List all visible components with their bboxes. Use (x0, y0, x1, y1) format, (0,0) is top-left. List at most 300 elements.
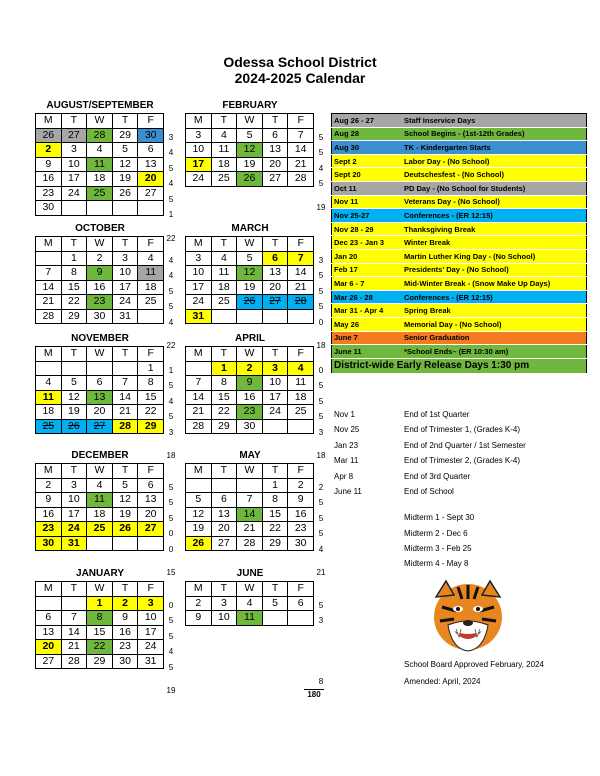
weekday-header: T (211, 237, 237, 252)
legend-row (332, 127, 587, 141)
day-cell: 6 (288, 596, 314, 611)
day-cell (262, 309, 288, 324)
legend-description: Conferences - (ER 12:15) (402, 290, 587, 304)
month-school-day-total: 18 (166, 451, 176, 460)
day-cell: 15 (262, 507, 288, 522)
day-cell: 11 (36, 390, 62, 405)
day-cell (237, 478, 263, 493)
weekday-header: F (288, 464, 314, 479)
day-cell: 26 (237, 295, 263, 310)
day-cell: 19 (237, 280, 263, 295)
day-cell: 18 (87, 507, 113, 522)
month-title-february: FEBRUARY (222, 100, 278, 111)
weekday-header: T (211, 114, 237, 129)
week-school-day-count: 4 (168, 647, 174, 656)
weekday-header: F (138, 237, 164, 252)
day-cell: 30 (36, 201, 62, 216)
day-cell: 21 (36, 295, 62, 310)
week-school-day-count: 5 (318, 381, 324, 390)
day-cell: 21 (61, 640, 87, 655)
weekday-header: W (87, 237, 113, 252)
term-note-description: End of Trimester 1, (Grades K-4) (404, 425, 521, 434)
day-cell: 23 (36, 186, 62, 201)
legend-row (332, 277, 587, 291)
day-cell: 5 (237, 251, 263, 266)
day-cell: 3 (138, 596, 164, 611)
week-school-day-count: 5 (318, 179, 324, 188)
day-cell: 10 (112, 266, 138, 281)
day-cell: 27 (211, 536, 237, 551)
day-cell: 10 (211, 611, 237, 626)
legend-description: Staff Inservice Days (402, 114, 587, 128)
week-school-day-count: 0 (168, 529, 174, 538)
day-cell: 18 (211, 157, 237, 172)
day-cell: 21 (288, 280, 314, 295)
weekday-header: W (237, 237, 263, 252)
day-cell (138, 201, 164, 216)
day-cell: 16 (36, 507, 62, 522)
day-cell: 18 (87, 172, 113, 187)
day-cell (61, 596, 87, 611)
day-cell: 28 (186, 419, 212, 434)
week-school-day-count: 5 (168, 482, 174, 492)
week-school-day-count: 5 (318, 271, 324, 280)
day-cell: 29 (211, 419, 237, 434)
month-school-day-total: 19 (316, 202, 326, 212)
day-cell: 16 (36, 172, 62, 187)
day-cell: 15 (211, 390, 237, 405)
day-cell: 4 (211, 251, 237, 266)
legend-description: Mid-Winter Break - (Snow Make Up Days) (402, 277, 587, 291)
day-cell: 31 (186, 309, 212, 324)
term-note-description: End of 2nd Quarter / 1st Semester (404, 441, 526, 450)
day-cell: 31 (138, 654, 164, 669)
month-grid-october (35, 236, 164, 324)
weekday-header: M (36, 237, 62, 252)
day-cell (36, 251, 62, 266)
day-cell (288, 419, 314, 434)
month-grid-december (35, 463, 164, 551)
weekday-header: F (138, 347, 164, 362)
legend-date: May 26 (332, 317, 403, 331)
legend-row (332, 249, 587, 263)
week-row (186, 611, 314, 626)
day-cell: 21 (186, 405, 212, 420)
week-school-day-count: 5 (168, 163, 174, 173)
month-title-june: JUNE (236, 568, 264, 579)
grand-total: 180 (304, 689, 324, 700)
week-school-day-count: 5 (168, 194, 174, 204)
day-cell: 20 (36, 640, 62, 655)
day-cell: 11 (87, 493, 113, 508)
day-cell: 14 (112, 390, 138, 405)
week-school-day-count: 5 (318, 513, 324, 523)
day-cell: 30 (138, 128, 164, 143)
weekday-header: T (112, 464, 138, 479)
legend-date: Aug 28 (332, 127, 403, 141)
weekday-header: T (61, 114, 87, 129)
calendar-year-title: 2024-2025 Calendar (234, 70, 366, 86)
day-cell: 6 (87, 376, 113, 391)
legend-row (332, 141, 587, 155)
day-cell: 24 (186, 172, 212, 187)
day-cell (87, 361, 113, 376)
term-note-date: Apr 8 (334, 472, 354, 481)
day-cell: 9 (36, 157, 62, 172)
week-row (186, 419, 314, 434)
day-cell: 13 (211, 507, 237, 522)
day-cell: 5 (237, 128, 263, 143)
day-cell: 13 (262, 266, 288, 281)
weekday-header: T (211, 347, 237, 362)
day-cell: 11 (211, 266, 237, 281)
week-school-day-count: 5 (318, 529, 324, 538)
week-row (36, 654, 164, 669)
weekday-header: T (262, 237, 288, 252)
day-cell: 1 (87, 596, 113, 611)
day-cell: 8 (211, 376, 237, 391)
day-cell: 4 (87, 143, 113, 158)
week-row (186, 266, 314, 281)
day-cell: 28 (288, 172, 314, 187)
day-cell: 3 (211, 596, 237, 611)
legend-row (332, 345, 587, 359)
day-cell: 30 (87, 309, 113, 324)
legend-date: Sept 20 (332, 168, 403, 182)
day-cell (87, 201, 113, 216)
day-cell: 28 (61, 654, 87, 669)
week-school-day-count: 0 (168, 544, 174, 554)
week-row (186, 280, 314, 295)
weekday-header: T (61, 582, 87, 597)
day-cell: 29 (112, 128, 138, 143)
day-cell: 13 (138, 157, 164, 172)
legend-row (332, 181, 587, 195)
day-cell: 17 (61, 507, 87, 522)
week-school-day-count: 3 (168, 132, 174, 142)
day-cell: 26 (36, 128, 62, 143)
day-cell: 16 (87, 280, 113, 295)
day-cell: 8 (87, 611, 113, 626)
weekday-header: F (138, 464, 164, 479)
week-school-day-count: 5 (168, 631, 174, 641)
week-row (186, 376, 314, 391)
day-cell: 5 (186, 493, 212, 508)
day-cell: 17 (61, 172, 87, 187)
legend-date: Mar 6 - 7 (332, 277, 403, 291)
weekday-header: F (138, 582, 164, 597)
day-cell: 20 (87, 405, 113, 420)
day-cell: 8 (262, 493, 288, 508)
day-cell: 24 (138, 640, 164, 655)
day-cell: 1 (262, 478, 288, 493)
day-cell: 18 (36, 405, 62, 420)
legend-row (332, 290, 587, 304)
month-grid-april (185, 346, 314, 434)
day-cell: 19 (237, 157, 263, 172)
day-cell: 16 (237, 390, 263, 405)
weekday-header: W (237, 347, 263, 362)
legend-date: Nov 11 (332, 195, 403, 209)
day-cell: 30 (36, 536, 62, 551)
day-cell: 18 (288, 390, 314, 405)
term-note-description: End of 1st Quarter (404, 410, 470, 419)
month-grid-june (185, 581, 314, 626)
day-cell: 8 (61, 266, 87, 281)
day-cell: 6 (211, 493, 237, 508)
weekday-header: W (237, 114, 263, 129)
day-cell: 17 (112, 280, 138, 295)
legend-description: Memorial Day - (No School) (402, 317, 587, 331)
legend-row (332, 168, 587, 182)
day-cell: 12 (61, 390, 87, 405)
day-cell: 14 (288, 266, 314, 281)
legend-description: Labor Day - (No School) (402, 154, 587, 168)
day-cell: 26 (237, 172, 263, 187)
day-cell: 19 (112, 507, 138, 522)
day-cell: 29 (262, 536, 288, 551)
legend-date: Sept 2 (332, 154, 403, 168)
day-cell: 3 (186, 128, 212, 143)
week-row (186, 536, 314, 551)
day-cell: 14 (288, 143, 314, 158)
day-cell: 11 (288, 376, 314, 391)
week-school-day-count: 4 (168, 317, 174, 327)
week-row (186, 309, 314, 324)
month-title-december: DECEMBER (71, 450, 129, 461)
weekday-header: F (138, 114, 164, 129)
midterm-date: Midterm 3 - Feb 25 (404, 544, 472, 553)
legend-row (332, 263, 587, 277)
day-cell (186, 478, 212, 493)
week-row (36, 186, 164, 201)
day-cell: 24 (61, 186, 87, 201)
day-cell: 11 (237, 611, 263, 626)
day-cell: 14 (61, 625, 87, 640)
month-grid-march (185, 236, 314, 324)
weekday-header: T (211, 582, 237, 597)
week-school-day-count: 5 (168, 302, 174, 311)
day-cell: 20 (262, 280, 288, 295)
weekday-header: M (36, 114, 62, 129)
day-cell: 19 (186, 522, 212, 537)
midterm-date: Midterm 1 - Sept 30 (404, 513, 475, 522)
month-title-october: OCTOBER (75, 223, 125, 234)
legend-row (332, 154, 587, 168)
weekday-header: F (288, 114, 314, 129)
legend-row (332, 304, 587, 318)
week-school-day-count: 5 (318, 148, 324, 157)
legend-date: Oct 11 (332, 181, 403, 195)
day-cell: 11 (87, 157, 113, 172)
legend-description: TK - Kindergarten Starts (402, 141, 587, 155)
weekday-header: F (288, 582, 314, 597)
weekday-header: M (186, 582, 212, 597)
week-row (36, 640, 164, 655)
early-release-note: District-wide Early Release Days 1:30 pm (332, 358, 587, 373)
day-cell: 14 (36, 280, 62, 295)
day-cell (237, 309, 263, 324)
weekday-header: W (87, 464, 113, 479)
day-cell (288, 309, 314, 324)
day-cell: 17 (262, 390, 288, 405)
weekday-header: T (211, 464, 237, 479)
day-cell: 3 (186, 251, 212, 266)
day-cell: 24 (61, 522, 87, 537)
week-school-day-count: 5 (318, 286, 324, 296)
weekday-header: W (237, 582, 263, 597)
week-school-day-count: 4 (318, 544, 324, 554)
day-cell: 7 (112, 376, 138, 391)
legend-description: Presidents' Day - (No School) (402, 263, 587, 277)
legend-table (331, 113, 587, 374)
day-cell: 21 (237, 522, 263, 537)
day-cell: 1 (211, 361, 237, 376)
day-cell: 2 (112, 596, 138, 611)
month-school-day-total: 8 (318, 677, 324, 686)
day-cell: 2 (36, 478, 62, 493)
week-school-day-count: 3 (318, 616, 324, 625)
legend-date: Nov 28 - 29 (332, 222, 403, 236)
month-school-day-total: 18 (316, 341, 326, 350)
legend-row (332, 195, 587, 209)
day-cell: 25 (138, 295, 164, 310)
day-cell: 6 (262, 128, 288, 143)
day-cell: 22 (262, 522, 288, 537)
day-cell: 25 (87, 522, 113, 537)
day-cell: 30 (237, 419, 263, 434)
day-cell: 7 (237, 493, 263, 508)
day-cell: 5 (112, 143, 138, 158)
day-cell: 13 (36, 625, 62, 640)
day-cell: 7 (36, 266, 62, 281)
day-cell: 22 (87, 640, 113, 655)
day-cell: 12 (237, 266, 263, 281)
day-cell: 3 (112, 251, 138, 266)
weekday-header: F (288, 347, 314, 362)
week-row (36, 266, 164, 281)
day-cell: 28 (87, 128, 113, 143)
day-cell: 2 (36, 143, 62, 158)
day-cell: 10 (138, 611, 164, 626)
term-note-date: Nov 1 (334, 410, 355, 419)
week-school-day-count: 5 (318, 132, 324, 142)
weekday-header: M (186, 237, 212, 252)
legend-row (332, 209, 587, 223)
term-note-description: End of School (404, 487, 454, 496)
day-cell: 6 (262, 251, 288, 266)
weekday-header: M (36, 464, 62, 479)
month-title-august-september: AUGUST/SEPTEMBER (46, 100, 154, 111)
day-cell: 12 (186, 507, 212, 522)
day-cell: 26 (186, 536, 212, 551)
legend-row (332, 236, 587, 250)
week-row (36, 280, 164, 295)
legend-description: Spring Break (402, 304, 587, 318)
month-title-march: MARCH (231, 223, 269, 234)
week-row (36, 596, 164, 611)
day-cell: 4 (237, 596, 263, 611)
month-grid-august-september (35, 113, 164, 216)
legend-description: Deutschesfest - (No School) (402, 168, 587, 182)
day-cell: 3 (262, 361, 288, 376)
day-cell: 26 (112, 186, 138, 201)
week-school-day-count: 3 (318, 427, 324, 437)
day-cell: 27 (138, 522, 164, 537)
weekday-header: M (186, 347, 212, 362)
day-cell: 12 (112, 493, 138, 508)
month-title-april: APRIL (235, 333, 265, 344)
week-row (36, 143, 164, 158)
day-cell (138, 309, 164, 324)
day-cell: 25 (36, 419, 62, 434)
day-cell: 26 (112, 522, 138, 537)
week-row (186, 478, 314, 493)
weekday-header: W (237, 464, 263, 479)
day-cell (138, 536, 164, 551)
week-row (36, 172, 164, 187)
day-cell: 20 (138, 172, 164, 187)
week-row (186, 295, 314, 310)
day-cell (112, 536, 138, 551)
week-row (36, 611, 164, 626)
day-cell: 29 (61, 309, 87, 324)
day-cell: 21 (288, 157, 314, 172)
legend-date: Mar 26 - 28 (332, 290, 403, 304)
day-cell: 13 (262, 143, 288, 158)
day-cell: 3 (61, 143, 87, 158)
weekday-header: T (112, 114, 138, 129)
day-cell: 17 (186, 157, 212, 172)
legend-description: *School Ends– (ER 10:30 am) (402, 345, 587, 359)
day-cell: 31 (61, 536, 87, 551)
day-cell: 4 (211, 128, 237, 143)
day-cell: 22 (61, 295, 87, 310)
day-cell: 25 (211, 295, 237, 310)
early-release-row (332, 358, 587, 373)
week-row (36, 536, 164, 551)
week-row (186, 143, 314, 158)
day-cell: 25 (211, 172, 237, 187)
legend-row (332, 222, 587, 236)
day-cell: 2 (288, 478, 314, 493)
day-cell: 28 (36, 309, 62, 324)
day-cell: 30 (112, 654, 138, 669)
legend-date: Aug 26 - 27 (332, 114, 403, 128)
day-cell: 9 (288, 493, 314, 508)
term-note-description: End of 3rd Quarter (404, 472, 471, 481)
week-school-day-count: 0 (318, 317, 324, 327)
day-cell: 1 (61, 251, 87, 266)
day-cell: 4 (288, 361, 314, 376)
day-cell: 5 (112, 478, 138, 493)
day-cell: 10 (262, 376, 288, 391)
week-school-day-count: 3 (318, 255, 324, 265)
week-school-day-count: 4 (168, 148, 174, 157)
week-school-day-count: 4 (168, 255, 174, 265)
day-cell: 2 (87, 251, 113, 266)
weekday-header: M (186, 114, 212, 129)
day-cell: 16 (288, 507, 314, 522)
day-cell: 23 (36, 522, 62, 537)
day-cell: 9 (112, 611, 138, 626)
day-cell: 29 (87, 654, 113, 669)
week-row (36, 361, 164, 376)
week-school-day-count: 4 (168, 271, 174, 280)
weekday-header: T (112, 237, 138, 252)
day-cell (211, 309, 237, 324)
day-cell: 30 (288, 536, 314, 551)
